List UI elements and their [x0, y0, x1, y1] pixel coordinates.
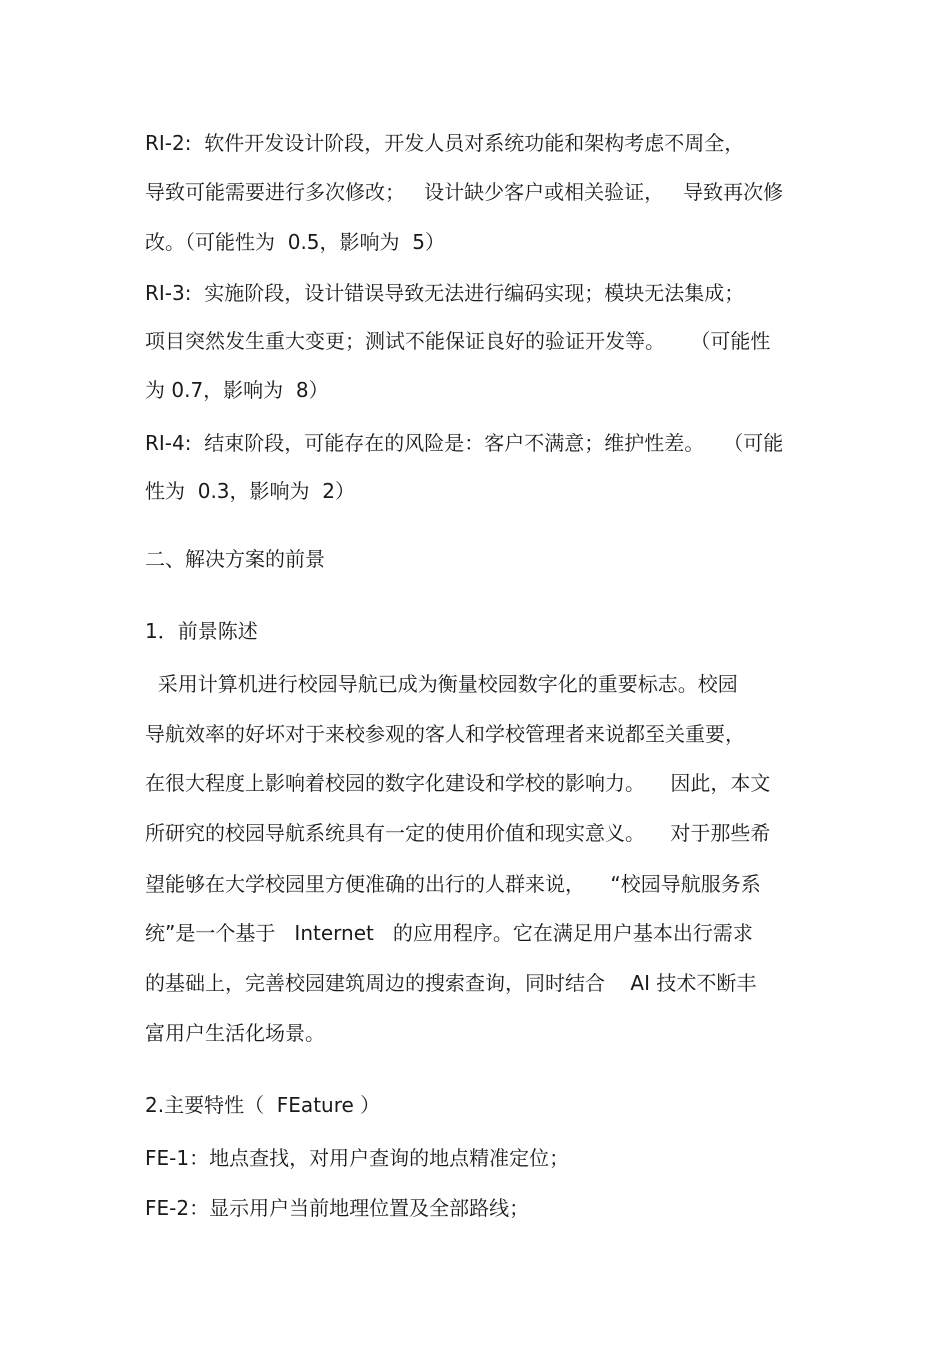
feature-fe2: FE-2：显示用户当前地理位置及全部路线； — [145, 1196, 530, 1220]
risk-ri2-line-3: 改。（可能性为 0.5，影响为 5） — [145, 230, 445, 254]
subheading-features: 2.主要特性（ FEature ） — [145, 1093, 381, 1117]
risk-ri3-line-2: 项目突然发生重大变更；测试不能保证良好的验证开发等。 （可能性 — [145, 329, 771, 353]
vision-para-line-6: 统”是一个基于 Internet 的应用程序。它在满足用户基本出行需求 — [145, 921, 753, 945]
vision-para-line-8: 富用户生活化场景。 — [145, 1021, 325, 1045]
risk-ri2-line-2: 导致可能需要进行多次修改； 设计缺少客户或相关验证， 导致再次修 — [145, 180, 784, 204]
vision-para-line-2: 导航效率的好坏对于来校参观的客人和学校管理者来说都至关重要， — [145, 722, 745, 746]
vision-para-line-4: 所研究的校园导航系统具有一定的使用价值和现实意义。 对于那些希 — [145, 821, 771, 845]
subheading-vision: 1．前景陈述 — [145, 619, 258, 643]
risk-ri2-line-1: RI-2: 软件开发设计阶段，开发人员对系统功能和架构考虑不周全， — [145, 131, 745, 155]
risk-ri4-line-1: RI-4: 结束阶段，可能存在的风险是：客户不满意；维护性差。 （可能 — [145, 431, 784, 455]
vision-para-line-1: 采用计算机进行校园导航已成为衡量校园数字化的重要标志。校园 — [145, 672, 738, 696]
risk-ri4-line-2: 性为 0.3，影响为 2） — [145, 479, 355, 503]
risk-ri3-line-3: 为 0.7，影响为 8） — [145, 378, 329, 402]
vision-para-line-3: 在很大程度上影响着校园的数字化建设和学校的影响力。 因此，本文 — [145, 771, 771, 795]
vision-para-line-5: 望能够在大学校园里方便准确的出行的人群来说， “校园导航服务系 — [145, 872, 761, 896]
vision-para-line-7: 的基础上，完善校园建筑周边的搜索查询，同时结合 AI 技术不断丰 — [145, 971, 757, 995]
section-heading: 二、解决方案的前景 — [145, 547, 325, 571]
risk-ri3-line-1: RI-3: 实施阶段，设计错误导致无法进行编码实现；模块无法集成； — [145, 281, 745, 305]
feature-fe1: FE-1：地点查找，对用户查询的地点精准定位； — [145, 1146, 570, 1170]
